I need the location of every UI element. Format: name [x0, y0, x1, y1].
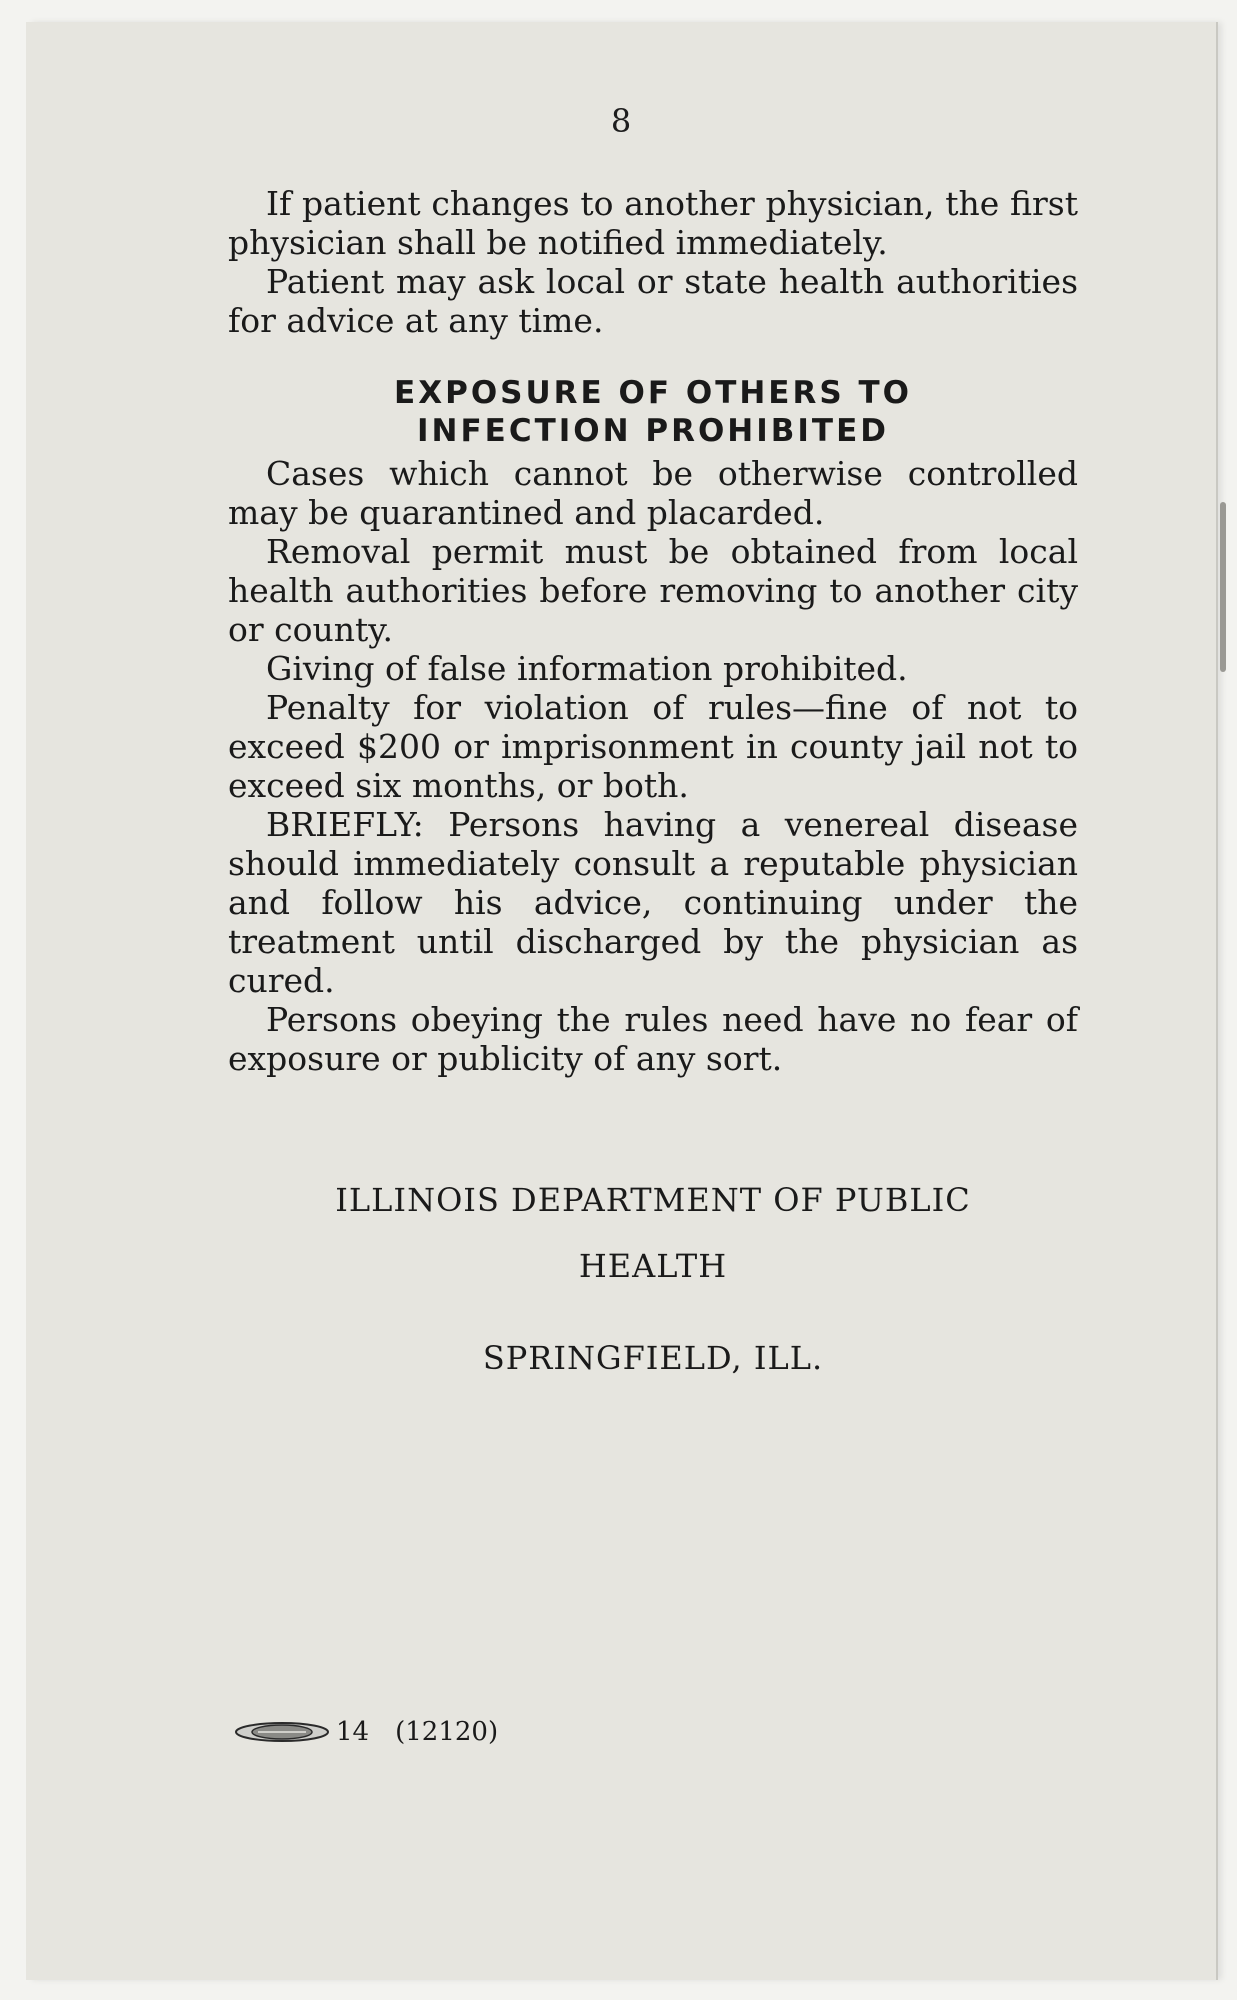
publisher-name-continued: HEALTH	[578, 1247, 728, 1285]
paragraph: Patient may ask local or state health authorities for advice at any time.	[228, 262, 1078, 340]
page-number: 8	[610, 102, 632, 140]
section-heading-line: INFECTION PROHIBITED	[417, 413, 889, 449]
publisher-name: ILLINOIS DEPARTMENT OF PUBLIC	[335, 1181, 971, 1219]
paragraph: Persons obeying the rules need have no fear of exposure or publicity of any sort.	[228, 1000, 1078, 1078]
print-code: (12120)	[395, 1717, 499, 1747]
paragraph: Removal permit must be obtained from local health authorities before removing to another city or county.	[228, 532, 1078, 649]
paragraph: BRIEFLY: Persons having a venereal disease should immediately consult a reputable physician and follow his advice, continuing under the treatment until discharged by the physician as cured.	[228, 805, 1078, 1000]
paragraph: Penalty for violation of rules—fine of not to exceed $200 or imprisonment in county jail not to exceed six months, or both.	[228, 688, 1078, 805]
booklet-page	[26, 22, 1216, 1980]
publisher-block	[228, 1180, 1078, 1378]
body-text	[228, 184, 1078, 1078]
section-heading-line: EXPOSURE OF OTHERS TO	[394, 375, 912, 411]
paragraph: Cases which cannot be otherwise controlled may be quarantined and placarded.	[228, 454, 1078, 532]
publisher-city: SPRINGFIELD, ILL.	[482, 1339, 824, 1377]
page-edge-tab	[1220, 502, 1226, 672]
paragraph: If patient changes to another physician, the first physician shall be notified immediately.	[228, 184, 1078, 262]
union-label-icon	[234, 1721, 330, 1743]
printer-mark	[234, 1717, 498, 1747]
section-heading	[228, 374, 1078, 450]
paragraph: Giving of false information prohibited.	[266, 649, 908, 688]
print-number: 14	[336, 1717, 370, 1747]
